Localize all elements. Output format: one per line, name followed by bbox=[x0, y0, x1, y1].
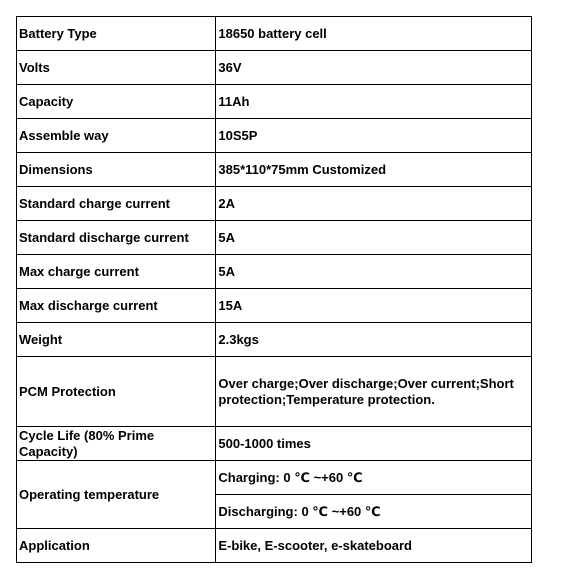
spec-label: Cycle Life (80% Prime Capacity) bbox=[17, 427, 216, 461]
spec-label: Operating temperature bbox=[17, 461, 216, 529]
spec-label: PCM Protection bbox=[17, 357, 216, 427]
spec-label: Max discharge current bbox=[17, 289, 216, 323]
spec-value: 18650 battery cell bbox=[216, 17, 532, 51]
spec-value: 2A bbox=[216, 187, 532, 221]
battery-spec-table bbox=[16, 16, 532, 563]
table-row bbox=[17, 51, 532, 85]
table-row bbox=[17, 255, 532, 289]
table-row bbox=[17, 187, 532, 221]
spec-value-line: protection;Temperature protection. bbox=[218, 391, 435, 407]
spec-label: Capacity bbox=[17, 85, 216, 119]
table-row bbox=[17, 221, 532, 255]
spec-label: Dimensions bbox=[17, 153, 216, 187]
spec-label: Application bbox=[17, 529, 216, 563]
spec-label: Volts bbox=[17, 51, 216, 85]
spec-value bbox=[216, 357, 532, 427]
table-row bbox=[17, 461, 532, 495]
table-row bbox=[17, 289, 532, 323]
table-row bbox=[17, 85, 532, 119]
table-row bbox=[17, 357, 532, 427]
table-row bbox=[17, 17, 532, 51]
spec-value: 15A bbox=[216, 289, 532, 323]
spec-label: Standard charge current bbox=[17, 187, 216, 221]
spec-value: E-bike, E-scooter, e-skateboard bbox=[216, 529, 532, 563]
spec-label: Assemble way bbox=[17, 119, 216, 153]
spec-value: 385*110*75mm Customized bbox=[216, 153, 532, 187]
spec-value: Charging: 0 ℃ ~+60 ℃ bbox=[216, 461, 532, 495]
table-row bbox=[17, 323, 532, 357]
spec-value: 11Ah bbox=[216, 85, 532, 119]
spec-value-line: Over charge;Over discharge;Over current;Short bbox=[218, 375, 514, 391]
table-row bbox=[17, 153, 532, 187]
spec-label: Standard discharge current bbox=[17, 221, 216, 255]
spec-label: Battery Type bbox=[17, 17, 216, 51]
table-row bbox=[17, 427, 532, 461]
table-row bbox=[17, 529, 532, 563]
spec-value: 5A bbox=[216, 221, 532, 255]
spec-value: 2.3kgs bbox=[216, 323, 532, 357]
spec-value: 10S5P bbox=[216, 119, 532, 153]
spec-value: 500-1000 times bbox=[216, 427, 532, 461]
spec-label: Weight bbox=[17, 323, 216, 357]
spec-value: 36V bbox=[216, 51, 532, 85]
table-row bbox=[17, 119, 532, 153]
spec-value: Discharging: 0 ℃ ~+60 ℃ bbox=[216, 495, 532, 529]
spec-label: Max charge current bbox=[17, 255, 216, 289]
spec-value: 5A bbox=[216, 255, 532, 289]
